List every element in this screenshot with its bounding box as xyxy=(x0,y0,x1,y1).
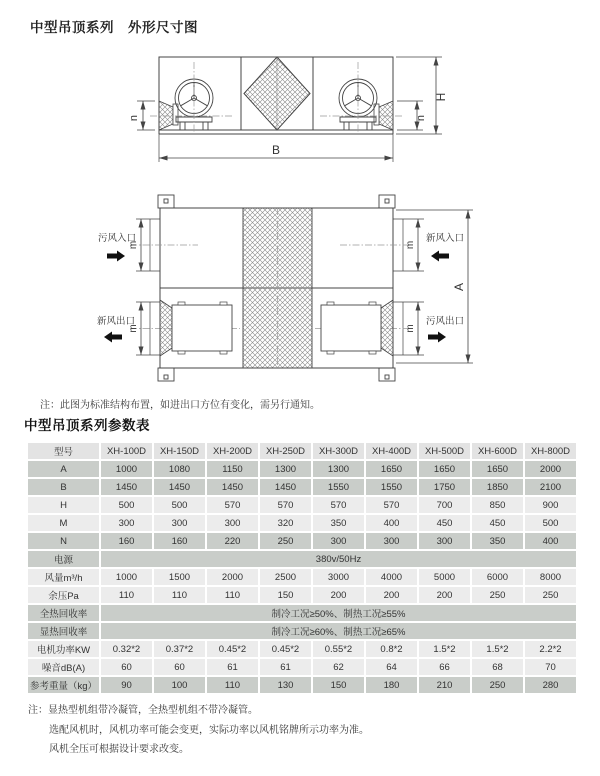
table-row-A xyxy=(28,461,576,477)
page-title: 中型吊顶系列 外形尺寸图 xyxy=(30,20,198,35)
table-cell: 2100 xyxy=(525,479,576,495)
table-cell: 300 xyxy=(207,515,258,531)
table-cell: 350 xyxy=(472,533,523,549)
table-cell: 500 xyxy=(101,497,152,513)
table-row-power-supply xyxy=(28,551,576,567)
table-cell: 1000 xyxy=(101,569,152,585)
dim-m-top-right xyxy=(405,219,418,271)
table-cell: 400 xyxy=(366,515,417,531)
table-cell: 900 xyxy=(525,497,576,513)
dim-H xyxy=(396,57,448,134)
table-cell: 700 xyxy=(419,497,470,513)
table-cell: 250 xyxy=(525,587,576,603)
table-row-weight xyxy=(28,677,576,693)
table-cell: 570 xyxy=(207,497,258,513)
table-cell: 8000 xyxy=(525,569,576,585)
table-cell: 280 xyxy=(525,677,576,693)
table-row-N xyxy=(28,533,576,549)
table-cell: 400 xyxy=(525,533,576,549)
table-cell: 0.45*2 xyxy=(260,641,311,657)
table-cell: 61 xyxy=(260,659,311,675)
table-cell: 1450 xyxy=(260,479,311,495)
table-cell-span: 制冷工况≥60%、制热工况≥65% xyxy=(101,623,576,639)
table-cell: 2000 xyxy=(525,461,576,477)
table-row-B xyxy=(28,479,576,495)
left-inlet-cone xyxy=(159,101,178,130)
table-row-motor-power xyxy=(28,641,576,657)
table-cell: 570 xyxy=(260,497,311,513)
table-cell: 110 xyxy=(154,587,205,603)
table-cell: 1500 xyxy=(154,569,205,585)
table-cell: 4000 xyxy=(366,569,417,585)
front-view-drawing xyxy=(0,42,600,168)
table-row-H xyxy=(28,497,576,513)
table-row-airflow xyxy=(28,569,576,585)
table-cell: 61 xyxy=(207,659,258,675)
heat-exchanger-core-plan xyxy=(243,208,312,368)
table-cell-span: 制冷工况≥50%、制热工况≥55% xyxy=(101,605,576,621)
table-cell: 500 xyxy=(154,497,205,513)
table-row-static-pressure xyxy=(28,587,576,603)
table-cell: 200 xyxy=(419,587,470,603)
table-header-row xyxy=(28,443,576,459)
table-cell: 200 xyxy=(313,587,364,603)
dim-label-m-bottom-right: m xyxy=(405,324,416,333)
dim-n-right xyxy=(397,101,427,130)
row-label: N xyxy=(28,533,99,549)
table-cell: 2.2*2 xyxy=(525,641,576,657)
header-cell: XH-250D xyxy=(260,443,311,459)
table-cell: 1450 xyxy=(101,479,152,495)
table-cell: 2000 xyxy=(207,569,258,585)
table-cell: 1750 xyxy=(419,479,470,495)
header-cell: XH-200D xyxy=(207,443,258,459)
table-cell: 570 xyxy=(366,497,417,513)
plan-view-drawing xyxy=(0,170,600,398)
table-cell: 1300 xyxy=(313,461,364,477)
table-cell: 300 xyxy=(366,533,417,549)
table-cell: 110 xyxy=(101,587,152,603)
table-cell: 1300 xyxy=(260,461,311,477)
dim-n-left xyxy=(128,101,155,130)
arrow-right-icon-2 xyxy=(428,332,446,343)
table-cell: 150 xyxy=(313,677,364,693)
row-label: 全热回收率 xyxy=(28,605,99,621)
table-cell: 250 xyxy=(260,533,311,549)
table-title: 中型吊顶系列参数表 xyxy=(24,418,150,433)
header-cell: XH-100D xyxy=(101,443,152,459)
dim-label-m-bottom-left: m xyxy=(128,324,139,333)
table-cell: 1550 xyxy=(366,479,417,495)
table-cell: 90 xyxy=(101,677,152,693)
row-label: 显热回收率 xyxy=(28,623,99,639)
table-cell: 100 xyxy=(154,677,205,693)
table-cell: 450 xyxy=(419,515,470,531)
arrow-right-icon xyxy=(107,251,125,262)
table-cell: 62 xyxy=(313,659,364,675)
table-row-M xyxy=(28,515,576,531)
table-cell: 1000 xyxy=(101,461,152,477)
dim-B xyxy=(159,134,393,162)
heat-exchanger-core-front xyxy=(244,57,310,130)
table-cell: 250 xyxy=(472,587,523,603)
table-cell: 450 xyxy=(472,515,523,531)
table-cell: 150 xyxy=(260,587,311,603)
dim-label-H: H xyxy=(434,92,448,102)
row-label: H xyxy=(28,497,99,513)
header-cell: XH-500D xyxy=(419,443,470,459)
table-cell: 220 xyxy=(207,533,258,549)
table-cell: 2500 xyxy=(260,569,311,585)
table-cell: 320 xyxy=(260,515,311,531)
row-label: 电源 xyxy=(28,551,99,567)
footer-notes xyxy=(28,701,369,760)
table-cell: 500 xyxy=(525,515,576,531)
header-cell: XH-150D xyxy=(154,443,205,459)
port-label-dirty-air-outlet: 污风出口 xyxy=(425,316,465,327)
table-cell: 0.55*2 xyxy=(313,641,364,657)
footer-note-line: 选配风机时，风机功率可能会变更，实际功率以风机铭牌所示功率为准。 xyxy=(49,724,369,736)
table-cell: 1450 xyxy=(154,479,205,495)
row-label: B xyxy=(28,479,99,495)
table-cell: 1650 xyxy=(472,461,523,477)
table-cell: 1550 xyxy=(313,479,364,495)
dim-label-m-top-left: m xyxy=(128,240,139,250)
table-cell: 1.5*2 xyxy=(472,641,523,657)
table-cell: 66 xyxy=(419,659,470,675)
table-row-noise xyxy=(28,659,576,675)
table-cell: 850 xyxy=(472,497,523,513)
table-cell: 64 xyxy=(366,659,417,675)
row-label: 电机功率KW xyxy=(28,641,99,657)
table-cell: 160 xyxy=(101,533,152,549)
row-label: 参考重量（kg） xyxy=(28,677,99,693)
left-fan-plan xyxy=(160,300,232,356)
table-cell: 130 xyxy=(260,677,311,693)
header-cell: XH-300D xyxy=(313,443,364,459)
dim-label-A: A xyxy=(452,282,466,292)
table-cell: 300 xyxy=(419,533,470,549)
row-label: 余压Pa xyxy=(28,587,99,603)
table-cell: 110 xyxy=(207,587,258,603)
table-cell: 1150 xyxy=(207,461,258,477)
parameter-table xyxy=(26,441,578,695)
table-row-sensible-heat-recovery xyxy=(28,623,576,639)
footer-note-line: 注：显热型机组带冷凝管，全热型机组不带冷凝管。 xyxy=(28,705,258,716)
table-cell: 300 xyxy=(313,533,364,549)
arrow-left-icon xyxy=(104,332,122,343)
footer-note-line: 风机全压可根据设计要求改变。 xyxy=(49,744,189,755)
table-cell: 1650 xyxy=(419,461,470,477)
table-cell: 250 xyxy=(472,677,523,693)
table-cell: 1850 xyxy=(472,479,523,495)
table-cell: 210 xyxy=(419,677,470,693)
arrow-left-icon-2 xyxy=(431,251,449,262)
dim-label-m-top-right: m xyxy=(405,240,416,250)
table-cell: 160 xyxy=(154,533,205,549)
table-cell: 1650 xyxy=(366,461,417,477)
row-label: 风量m³/h xyxy=(28,569,99,585)
table-cell: 0.8*2 xyxy=(366,641,417,657)
row-label: 噪音dB(A) xyxy=(28,659,99,675)
table-cell: 0.37*2 xyxy=(154,641,205,657)
table-cell: 300 xyxy=(154,515,205,531)
port-label-dirty-air-inlet: 污风入口 xyxy=(97,233,137,244)
table-cell: 3000 xyxy=(313,569,364,585)
right-inlet-cone xyxy=(374,101,393,130)
table-cell: 60 xyxy=(154,659,205,675)
right-fan-plan xyxy=(321,300,393,356)
table-cell: 0.45*2 xyxy=(207,641,258,657)
table-cell: 60 xyxy=(101,659,152,675)
table-cell: 570 xyxy=(313,497,364,513)
dim-m-bottom-right xyxy=(405,302,418,355)
table-cell: 1450 xyxy=(207,479,258,495)
table-cell: 5000 xyxy=(419,569,470,585)
header-cell: XH-400D xyxy=(366,443,417,459)
dim-label-B: B xyxy=(271,143,281,157)
drawing-note: 注：此图为标准结构布置，如进出口方位有变化，需另行通知。 xyxy=(40,400,320,411)
table-cell: 1080 xyxy=(154,461,205,477)
table-cell: 300 xyxy=(101,515,152,531)
row-label: A xyxy=(28,461,99,477)
table-cell: 200 xyxy=(366,587,417,603)
header-cell: XH-800D xyxy=(525,443,576,459)
port-label-fresh-air-inlet: 新风入口 xyxy=(425,233,465,244)
table-cell: 0.32*2 xyxy=(101,641,152,657)
row-label: M xyxy=(28,515,99,531)
table-cell: 70 xyxy=(525,659,576,675)
table-cell: 68 xyxy=(472,659,523,675)
table-cell: 6000 xyxy=(472,569,523,585)
table-cell: 180 xyxy=(366,677,417,693)
dim-label-n-right: n xyxy=(415,114,427,122)
header-cell-model: 型号 xyxy=(28,443,99,459)
table-cell: 350 xyxy=(313,515,364,531)
table-row-total-heat-recovery xyxy=(28,605,576,621)
table-cell-span: 380v/50Hz xyxy=(101,551,576,567)
port-label-fresh-air-outlet: 新风出口 xyxy=(96,316,136,327)
table-cell: 110 xyxy=(207,677,258,693)
table-cell: 1.5*2 xyxy=(419,641,470,657)
dim-label-n-left: n xyxy=(128,114,140,122)
header-cell: XH-600D xyxy=(472,443,523,459)
